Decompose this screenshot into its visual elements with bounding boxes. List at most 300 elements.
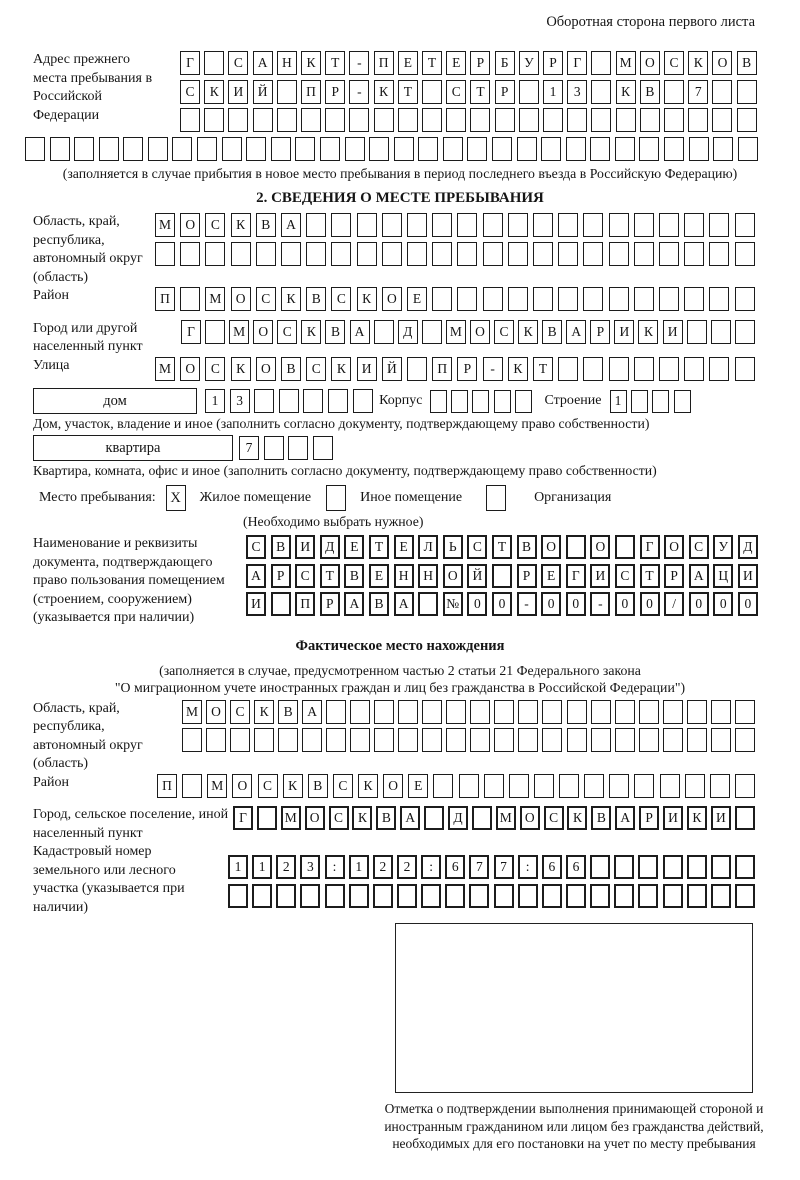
char-box[interactable]: Р bbox=[517, 564, 537, 588]
char-box[interactable]: А bbox=[246, 564, 266, 588]
char-box[interactable]: О bbox=[206, 700, 226, 724]
char-box[interactable]: М bbox=[229, 320, 249, 344]
char-box[interactable] bbox=[737, 80, 757, 104]
char-box[interactable]: О bbox=[305, 806, 325, 830]
char-box[interactable]: А bbox=[281, 213, 301, 237]
char-box[interactable]: В bbox=[369, 592, 389, 616]
char-box[interactable] bbox=[615, 700, 635, 724]
char-box[interactable] bbox=[302, 728, 322, 752]
char-box[interactable] bbox=[172, 137, 192, 161]
char-box[interactable] bbox=[634, 242, 654, 266]
char-box[interactable] bbox=[494, 728, 514, 752]
char-box[interactable] bbox=[432, 213, 452, 237]
char-box[interactable]: Е bbox=[344, 535, 364, 559]
char-box[interactable] bbox=[246, 137, 266, 161]
char-box[interactable] bbox=[483, 213, 503, 237]
checkbox-other-premises[interactable] bbox=[326, 485, 346, 511]
char-box[interactable]: С bbox=[331, 287, 351, 311]
char-box[interactable]: М bbox=[446, 320, 466, 344]
char-box[interactable]: А bbox=[394, 592, 414, 616]
char-box[interactable]: И bbox=[590, 564, 610, 588]
char-box[interactable] bbox=[684, 213, 704, 237]
char-box[interactable] bbox=[228, 884, 248, 908]
char-box[interactable] bbox=[277, 108, 297, 132]
char-box[interactable] bbox=[533, 287, 553, 311]
char-box[interactable] bbox=[271, 137, 291, 161]
char-box[interactable] bbox=[306, 242, 326, 266]
char-box[interactable] bbox=[737, 108, 757, 132]
char-box[interactable] bbox=[494, 390, 511, 413]
char-box[interactable]: И bbox=[295, 535, 315, 559]
char-box[interactable] bbox=[350, 700, 370, 724]
char-box[interactable] bbox=[353, 389, 373, 413]
char-box[interactable] bbox=[709, 287, 729, 311]
char-box[interactable]: С bbox=[306, 357, 326, 381]
char-box[interactable]: И bbox=[738, 564, 758, 588]
char-box[interactable]: Г bbox=[233, 806, 253, 830]
char-box[interactable] bbox=[735, 242, 755, 266]
char-box[interactable]: - bbox=[517, 592, 537, 616]
char-box[interactable] bbox=[543, 108, 563, 132]
char-box[interactable]: Т bbox=[398, 80, 418, 104]
char-box[interactable] bbox=[534, 774, 554, 798]
char-box[interactable]: С bbox=[205, 357, 225, 381]
char-box[interactable] bbox=[664, 108, 684, 132]
char-box[interactable] bbox=[446, 728, 466, 752]
char-box[interactable] bbox=[472, 390, 489, 413]
char-box[interactable]: Е bbox=[446, 51, 466, 75]
char-box[interactable]: 0 bbox=[713, 592, 733, 616]
char-box[interactable] bbox=[664, 137, 684, 161]
char-box[interactable]: Г bbox=[180, 51, 200, 75]
char-box[interactable]: № bbox=[443, 592, 463, 616]
char-box[interactable]: А bbox=[566, 320, 586, 344]
char-box[interactable] bbox=[264, 436, 284, 460]
char-box[interactable] bbox=[509, 774, 529, 798]
char-box[interactable]: С bbox=[228, 51, 248, 75]
char-box[interactable] bbox=[254, 728, 274, 752]
char-box[interactable] bbox=[328, 389, 348, 413]
char-box[interactable]: С bbox=[615, 564, 635, 588]
char-box[interactable] bbox=[639, 137, 659, 161]
char-box[interactable] bbox=[256, 242, 276, 266]
char-box[interactable]: Р bbox=[495, 80, 515, 104]
char-box[interactable] bbox=[711, 700, 731, 724]
char-box[interactable]: О bbox=[712, 51, 732, 75]
char-box[interactable] bbox=[182, 774, 202, 798]
char-box[interactable]: А bbox=[253, 51, 273, 75]
char-box[interactable] bbox=[518, 700, 538, 724]
char-box[interactable] bbox=[663, 700, 683, 724]
char-box[interactable] bbox=[542, 700, 562, 724]
char-box[interactable]: О bbox=[382, 287, 402, 311]
char-box[interactable]: А bbox=[689, 564, 709, 588]
char-box[interactable]: М bbox=[182, 700, 202, 724]
char-box[interactable] bbox=[373, 884, 393, 908]
char-box[interactable] bbox=[484, 774, 504, 798]
char-box[interactable] bbox=[687, 855, 707, 879]
char-box[interactable] bbox=[638, 855, 658, 879]
char-box[interactable]: К bbox=[301, 51, 321, 75]
char-box[interactable]: М bbox=[281, 806, 301, 830]
char-box[interactable] bbox=[422, 320, 442, 344]
char-box[interactable]: С bbox=[205, 213, 225, 237]
char-box[interactable] bbox=[508, 287, 528, 311]
char-box[interactable] bbox=[422, 728, 442, 752]
char-box[interactable] bbox=[687, 320, 707, 344]
char-box[interactable] bbox=[590, 137, 610, 161]
char-box[interactable]: Т bbox=[320, 564, 340, 588]
char-box[interactable]: К bbox=[518, 320, 538, 344]
char-box[interactable]: Т bbox=[533, 357, 553, 381]
char-box[interactable]: А bbox=[400, 806, 420, 830]
char-box[interactable] bbox=[674, 390, 691, 413]
char-box[interactable] bbox=[180, 108, 200, 132]
char-box[interactable]: Р bbox=[325, 80, 345, 104]
char-box[interactable]: Н bbox=[418, 564, 438, 588]
char-box[interactable] bbox=[74, 137, 94, 161]
char-box[interactable]: В bbox=[376, 806, 396, 830]
char-box[interactable] bbox=[542, 728, 562, 752]
char-box[interactable]: 1 bbox=[349, 855, 369, 879]
char-box[interactable] bbox=[614, 884, 634, 908]
char-box[interactable] bbox=[639, 728, 659, 752]
char-box[interactable] bbox=[735, 728, 755, 752]
char-box[interactable]: С bbox=[494, 320, 514, 344]
char-box[interactable] bbox=[407, 242, 427, 266]
char-box[interactable]: С bbox=[256, 287, 276, 311]
char-box[interactable]: П bbox=[374, 51, 394, 75]
char-box[interactable] bbox=[591, 51, 611, 75]
char-box[interactable]: С bbox=[246, 535, 266, 559]
char-box[interactable]: Е bbox=[394, 535, 414, 559]
char-box[interactable] bbox=[735, 213, 755, 237]
char-box[interactable] bbox=[492, 564, 512, 588]
char-box[interactable] bbox=[711, 728, 731, 752]
char-box[interactable] bbox=[583, 213, 603, 237]
char-box[interactable] bbox=[583, 242, 603, 266]
char-box[interactable] bbox=[615, 728, 635, 752]
char-box[interactable]: Т bbox=[640, 564, 660, 588]
char-box[interactable] bbox=[422, 700, 442, 724]
char-box[interactable]: / bbox=[664, 592, 684, 616]
char-box[interactable]: С bbox=[277, 320, 297, 344]
char-box[interactable] bbox=[50, 137, 70, 161]
char-box[interactable]: И bbox=[246, 592, 266, 616]
char-box[interactable]: Ь bbox=[443, 535, 463, 559]
char-box[interactable] bbox=[446, 700, 466, 724]
char-box[interactable]: К bbox=[283, 774, 303, 798]
char-box[interactable]: В bbox=[640, 80, 660, 104]
char-box[interactable] bbox=[430, 390, 447, 413]
char-box[interactable] bbox=[325, 884, 345, 908]
char-box[interactable]: 2 bbox=[397, 855, 417, 879]
char-box[interactable] bbox=[422, 80, 442, 104]
char-box[interactable] bbox=[345, 137, 365, 161]
char-box[interactable] bbox=[711, 320, 731, 344]
char-box[interactable]: 6 bbox=[566, 855, 586, 879]
char-box[interactable]: : bbox=[518, 855, 538, 879]
char-box[interactable]: 6 bbox=[542, 855, 562, 879]
char-box[interactable] bbox=[664, 80, 684, 104]
char-box[interactable]: Ц bbox=[713, 564, 733, 588]
char-box[interactable]: К bbox=[331, 357, 351, 381]
char-box[interactable]: К bbox=[281, 287, 301, 311]
char-box[interactable]: М bbox=[205, 287, 225, 311]
char-box[interactable] bbox=[638, 884, 658, 908]
char-box[interactable] bbox=[123, 137, 143, 161]
char-box[interactable]: 0 bbox=[492, 592, 512, 616]
char-box[interactable]: К bbox=[231, 213, 251, 237]
char-box[interactable] bbox=[738, 137, 758, 161]
char-box[interactable] bbox=[583, 357, 603, 381]
char-box[interactable]: О bbox=[541, 535, 561, 559]
char-box[interactable]: О bbox=[180, 213, 200, 237]
char-box[interactable]: В bbox=[542, 320, 562, 344]
char-box[interactable] bbox=[25, 137, 45, 161]
char-box[interactable]: О bbox=[443, 564, 463, 588]
char-box[interactable] bbox=[713, 137, 733, 161]
char-box[interactable] bbox=[590, 884, 610, 908]
char-box[interactable]: М bbox=[155, 213, 175, 237]
char-box[interactable] bbox=[567, 700, 587, 724]
char-box[interactable]: - bbox=[590, 592, 610, 616]
char-box[interactable]: О bbox=[232, 774, 252, 798]
char-box[interactable] bbox=[709, 213, 729, 237]
char-box[interactable]: О bbox=[590, 535, 610, 559]
char-box[interactable] bbox=[325, 108, 345, 132]
char-box[interactable]: 2 bbox=[276, 855, 296, 879]
char-box[interactable] bbox=[433, 774, 453, 798]
char-box[interactable] bbox=[659, 357, 679, 381]
char-box[interactable]: О bbox=[640, 51, 660, 75]
char-box[interactable]: О bbox=[383, 774, 403, 798]
char-box[interactable] bbox=[634, 774, 654, 798]
char-box[interactable] bbox=[470, 728, 490, 752]
char-box[interactable]: О bbox=[253, 320, 273, 344]
char-box[interactable] bbox=[652, 390, 669, 413]
char-box[interactable]: К bbox=[508, 357, 528, 381]
char-box[interactable] bbox=[182, 728, 202, 752]
char-box[interactable] bbox=[519, 80, 539, 104]
char-box[interactable]: Р bbox=[457, 357, 477, 381]
char-box[interactable]: - bbox=[349, 51, 369, 75]
char-box[interactable] bbox=[397, 884, 417, 908]
char-box[interactable] bbox=[518, 884, 538, 908]
char-box[interactable]: Р bbox=[470, 51, 490, 75]
char-box[interactable] bbox=[394, 137, 414, 161]
char-box[interactable] bbox=[634, 287, 654, 311]
char-box[interactable]: К bbox=[301, 320, 321, 344]
char-box[interactable] bbox=[295, 137, 315, 161]
char-box[interactable]: У bbox=[519, 51, 539, 75]
char-box[interactable]: В bbox=[517, 535, 537, 559]
char-box[interactable] bbox=[533, 242, 553, 266]
char-box[interactable] bbox=[205, 242, 225, 266]
char-box[interactable] bbox=[326, 700, 346, 724]
char-box[interactable] bbox=[508, 242, 528, 266]
checkbox-organization[interactable] bbox=[486, 485, 506, 511]
char-box[interactable]: - bbox=[483, 357, 503, 381]
char-box[interactable] bbox=[398, 108, 418, 132]
char-box[interactable]: Т bbox=[492, 535, 512, 559]
char-box[interactable] bbox=[374, 320, 394, 344]
char-box[interactable]: 7 bbox=[494, 855, 514, 879]
char-box[interactable] bbox=[684, 287, 704, 311]
char-box[interactable] bbox=[206, 728, 226, 752]
char-box[interactable] bbox=[614, 855, 634, 879]
char-box[interactable] bbox=[483, 242, 503, 266]
char-box[interactable] bbox=[457, 213, 477, 237]
char-box[interactable] bbox=[222, 137, 242, 161]
char-box[interactable]: О bbox=[231, 287, 251, 311]
char-box[interactable]: Н bbox=[394, 564, 414, 588]
char-box[interactable] bbox=[180, 287, 200, 311]
char-box[interactable] bbox=[470, 700, 490, 724]
char-box[interactable]: Р bbox=[664, 564, 684, 588]
char-box[interactable] bbox=[470, 108, 490, 132]
char-box[interactable]: С bbox=[446, 80, 466, 104]
char-box[interactable] bbox=[483, 287, 503, 311]
char-box[interactable] bbox=[231, 242, 251, 266]
char-box[interactable]: О bbox=[180, 357, 200, 381]
char-box[interactable] bbox=[331, 213, 351, 237]
char-box[interactable] bbox=[253, 108, 273, 132]
char-box[interactable] bbox=[712, 108, 732, 132]
char-box[interactable] bbox=[591, 728, 611, 752]
char-box[interactable]: П bbox=[301, 80, 321, 104]
char-box[interactable] bbox=[278, 728, 298, 752]
char-box[interactable]: О bbox=[520, 806, 540, 830]
char-box[interactable] bbox=[418, 137, 438, 161]
char-box[interactable]: К bbox=[358, 774, 378, 798]
char-box[interactable]: О bbox=[470, 320, 490, 344]
char-box[interactable] bbox=[252, 884, 272, 908]
char-box[interactable] bbox=[457, 242, 477, 266]
char-box[interactable]: Д bbox=[448, 806, 468, 830]
char-box[interactable]: 0 bbox=[738, 592, 758, 616]
char-box[interactable]: К bbox=[638, 320, 658, 344]
char-box[interactable] bbox=[634, 357, 654, 381]
char-box[interactable]: В bbox=[306, 287, 326, 311]
char-box[interactable] bbox=[276, 884, 296, 908]
char-box[interactable] bbox=[684, 242, 704, 266]
char-box[interactable]: Т bbox=[369, 535, 389, 559]
char-box[interactable] bbox=[407, 357, 427, 381]
char-box[interactable] bbox=[374, 700, 394, 724]
char-box[interactable]: К bbox=[567, 806, 587, 830]
char-box[interactable]: Н bbox=[277, 51, 297, 75]
char-box[interactable] bbox=[349, 108, 369, 132]
char-box[interactable] bbox=[659, 242, 679, 266]
char-box[interactable] bbox=[230, 728, 250, 752]
char-box[interactable]: Е bbox=[398, 51, 418, 75]
char-box[interactable] bbox=[558, 287, 578, 311]
char-box[interactable]: В bbox=[278, 700, 298, 724]
char-box[interactable] bbox=[155, 242, 175, 266]
char-box[interactable]: Т bbox=[422, 51, 442, 75]
char-box[interactable] bbox=[518, 728, 538, 752]
char-box[interactable] bbox=[326, 728, 346, 752]
char-box[interactable] bbox=[492, 137, 512, 161]
char-box[interactable] bbox=[508, 213, 528, 237]
char-box[interactable]: 0 bbox=[467, 592, 487, 616]
char-box[interactable] bbox=[609, 213, 629, 237]
char-box[interactable] bbox=[685, 774, 705, 798]
char-box[interactable]: Д bbox=[738, 535, 758, 559]
char-box[interactable]: Е bbox=[408, 774, 428, 798]
char-box[interactable] bbox=[495, 108, 515, 132]
char-box[interactable] bbox=[684, 357, 704, 381]
checkbox-residential[interactable]: X bbox=[166, 485, 186, 511]
char-box[interactable] bbox=[590, 855, 610, 879]
char-box[interactable] bbox=[515, 390, 532, 413]
char-box[interactable]: К bbox=[374, 80, 394, 104]
char-box[interactable] bbox=[398, 728, 418, 752]
char-box[interactable] bbox=[467, 137, 487, 161]
char-box[interactable]: П bbox=[432, 357, 452, 381]
char-box[interactable]: О bbox=[664, 535, 684, 559]
char-box[interactable] bbox=[558, 213, 578, 237]
char-box[interactable]: Р bbox=[543, 51, 563, 75]
char-box[interactable] bbox=[663, 855, 683, 879]
char-box[interactable] bbox=[634, 213, 654, 237]
char-box[interactable] bbox=[735, 774, 755, 798]
char-box[interactable] bbox=[559, 774, 579, 798]
char-box[interactable]: В bbox=[591, 806, 611, 830]
char-box[interactable] bbox=[357, 213, 377, 237]
char-box[interactable] bbox=[418, 592, 438, 616]
char-box[interactable] bbox=[609, 287, 629, 311]
char-box[interactable]: 7 bbox=[688, 80, 708, 104]
char-box[interactable]: С bbox=[329, 806, 349, 830]
char-box[interactable]: 1 bbox=[543, 80, 563, 104]
char-box[interactable] bbox=[306, 213, 326, 237]
char-box[interactable] bbox=[205, 320, 225, 344]
char-box[interactable] bbox=[457, 287, 477, 311]
char-box[interactable] bbox=[374, 108, 394, 132]
char-box[interactable]: Е bbox=[541, 564, 561, 588]
char-box[interactable] bbox=[591, 700, 611, 724]
char-box[interactable]: К bbox=[352, 806, 372, 830]
char-box[interactable] bbox=[616, 108, 636, 132]
char-box[interactable] bbox=[472, 806, 492, 830]
char-box[interactable] bbox=[331, 242, 351, 266]
char-box[interactable]: Й bbox=[467, 564, 487, 588]
char-box[interactable]: Д bbox=[398, 320, 418, 344]
char-box[interactable]: 0 bbox=[566, 592, 586, 616]
char-box[interactable]: С bbox=[180, 80, 200, 104]
char-box[interactable]: С bbox=[258, 774, 278, 798]
char-box[interactable]: Е bbox=[369, 564, 389, 588]
char-box[interactable]: И bbox=[228, 80, 248, 104]
char-box[interactable] bbox=[735, 855, 755, 879]
char-box[interactable] bbox=[407, 213, 427, 237]
char-box[interactable] bbox=[591, 108, 611, 132]
char-box[interactable] bbox=[313, 436, 333, 460]
char-box[interactable] bbox=[517, 137, 537, 161]
char-box[interactable]: Т bbox=[470, 80, 490, 104]
char-box[interactable] bbox=[422, 108, 442, 132]
char-box[interactable]: 6 bbox=[445, 855, 465, 879]
char-box[interactable]: Г bbox=[640, 535, 660, 559]
char-box[interactable] bbox=[735, 357, 755, 381]
char-box[interactable] bbox=[382, 242, 402, 266]
char-box[interactable]: В bbox=[256, 213, 276, 237]
char-box[interactable] bbox=[451, 390, 468, 413]
char-box[interactable]: У bbox=[713, 535, 733, 559]
char-box[interactable]: П bbox=[155, 287, 175, 311]
